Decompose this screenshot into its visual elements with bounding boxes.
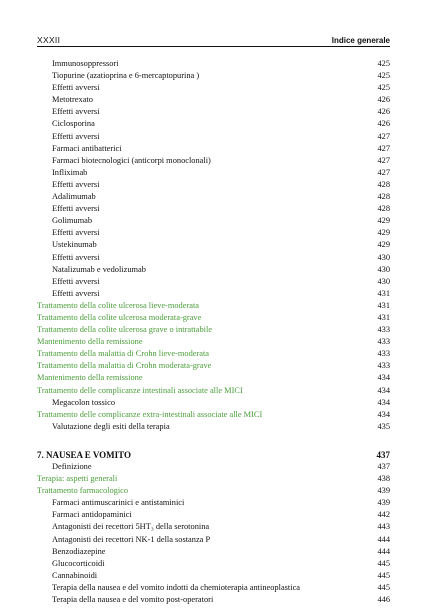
toc-entry[interactable]: [37, 70, 390, 82]
toc-entry-title: Antagonisti dei recettori 5HT₃ della serotonina: [52, 522, 210, 532]
toc-entry-page: 439: [377, 498, 390, 508]
toc-entry[interactable]: [37, 58, 390, 70]
toc-entry[interactable]: [37, 227, 390, 239]
toc-entry-page: 433: [377, 361, 390, 371]
running-title: Indice generale: [331, 36, 390, 45]
toc-entry[interactable]: [37, 497, 390, 509]
toc-entry[interactable]: [37, 179, 390, 191]
toc-section-entry[interactable]: [37, 360, 390, 372]
toc-entry-title: Definizione: [52, 462, 92, 471]
toc-entry[interactable]: [37, 239, 390, 251]
toc-entry-title: Mantenimento della remissione: [37, 337, 143, 347]
toc-entry-page: 425: [377, 83, 390, 93]
toc-section-entry[interactable]: [37, 409, 390, 421]
toc-entry-title: Cannabinoidi: [52, 570, 98, 580]
toc-entry-page: 438: [377, 474, 390, 484]
toc-entry[interactable]: [37, 288, 390, 300]
toc-entry-page: 434: [377, 397, 390, 407]
toc-entry-page: 429: [377, 240, 390, 250]
toc-entry[interactable]: [37, 558, 390, 570]
toc-entry-page: 427: [377, 167, 390, 177]
toc-entry-page: 435: [377, 421, 390, 431]
toc-entry-title: Golimumab: [52, 216, 93, 226]
toc-entry-page: 445: [377, 558, 390, 568]
toc-section-entry[interactable]: [37, 348, 390, 360]
toc-section-entry[interactable]: [37, 324, 390, 336]
toc-entry-title: Farmaci antidopaminici: [52, 510, 132, 520]
toc-entry-page: 426: [377, 95, 390, 105]
toc-entry[interactable]: [37, 215, 390, 227]
toc-entry-title: Farmaci antibatterici: [52, 143, 122, 153]
toc-entry-title: Metotrexato: [52, 95, 93, 105]
toc-entry[interactable]: [37, 82, 390, 94]
toc-entry-page: 433: [377, 337, 390, 347]
toc-entry-page: 428: [377, 204, 390, 214]
toc-entry-page: 445: [377, 570, 390, 580]
toc-entry-title: Terapia della nausea e del vomito post-operatori: [52, 595, 214, 605]
toc-entry-title: Antagonisti dei recettori NK-1 della sostanza P: [52, 534, 211, 544]
table-of-contents: [37, 58, 390, 606]
toc-entry-title: Adalimumab: [52, 192, 96, 202]
toc-entry-title: Glucocorticoidi: [52, 558, 105, 568]
toc-entry-title: Valutazione degli esiti della terapia: [52, 421, 170, 431]
toc-entry-title: Ustekinumab: [52, 240, 97, 250]
toc-entry-page: 431: [377, 288, 390, 298]
toc-entry-title: Effetti avversi: [52, 228, 100, 238]
toc-entry-title: Effetti avversi: [52, 107, 100, 117]
toc-entry-page: 433: [377, 349, 390, 359]
toc-entry[interactable]: [37, 276, 390, 288]
toc-entry-page: 434: [377, 409, 390, 419]
toc-entry-title: Megacolon tossico: [52, 397, 116, 407]
chapter-title: 7. NAUSEA E VOMITO: [37, 449, 132, 460]
toc-entry-title: Farmaci antimuscarinici e antistaminici: [52, 498, 185, 508]
toc-entry-page: 431: [377, 300, 390, 310]
toc-entry[interactable]: [37, 461, 390, 473]
toc-entry-title: Infliximab: [52, 167, 88, 177]
toc-section-entry[interactable]: [37, 312, 390, 324]
toc-section-entry[interactable]: [37, 336, 390, 348]
toc-entry-title: Benzodiazepine: [52, 546, 106, 556]
page-header: [37, 31, 390, 45]
toc-section-entry[interactable]: [37, 385, 390, 397]
toc-entry-page: 446: [377, 595, 390, 605]
toc-entry-page: 434: [377, 373, 390, 383]
toc-entry[interactable]: [37, 509, 390, 521]
toc-entry[interactable]: [37, 397, 390, 409]
toc-entry-title: Effetti avversi: [52, 204, 100, 214]
toc-entry[interactable]: [37, 203, 390, 215]
toc-entry[interactable]: [37, 594, 390, 606]
toc-entry-title: Immunosoppressori: [52, 59, 119, 68]
toc-section-chapter-7: [37, 461, 390, 606]
toc-entry-title: Trattamento della colite ulcerosa lieve-moderata: [37, 300, 200, 310]
toc-entry[interactable]: [37, 143, 390, 155]
toc-entry-title: Trattamento della colite ulcerosa moderata-grave: [37, 312, 202, 322]
toc-entry-page: 426: [377, 119, 390, 129]
toc-entry-page: 427: [377, 143, 390, 153]
toc-entry-page: 430: [377, 276, 390, 286]
toc-entry-title: Effetti avversi: [52, 83, 100, 93]
toc-section-previous: [37, 58, 390, 433]
toc-entry-page: 429: [377, 216, 390, 226]
toc-entry[interactable]: [37, 421, 390, 433]
toc-entry-page: 426: [377, 107, 390, 117]
toc-entry-page: 425: [377, 71, 390, 81]
chapter-page: 437: [376, 449, 390, 460]
toc-entry-title: Ciclosporina: [52, 119, 95, 129]
header-rule: [37, 46, 390, 47]
toc-section-entry[interactable]: [37, 300, 390, 312]
toc-entry-title: Terapia della nausea e del vomito indotti da chemioterapia antineoplastica: [52, 582, 301, 592]
toc-entry-page: 430: [377, 264, 390, 274]
toc-entry-title: Effetti avversi: [52, 276, 100, 286]
toc-entry-title: Trattamento delle complicanze intestinali associate alle MICI: [37, 385, 243, 395]
toc-entry-page: 427: [377, 155, 390, 165]
toc-entry-title: Trattamento della malattia di Crohn moderata-grave: [37, 361, 212, 371]
toc-entry-page: 444: [377, 546, 390, 556]
toc-entry-page: 444: [377, 534, 390, 544]
toc-entry-page: 439: [377, 486, 390, 496]
toc-entry-page: 433: [377, 325, 390, 335]
toc-section-entry[interactable]: [37, 473, 390, 485]
toc-entry[interactable]: [37, 167, 390, 179]
toc-entry-title: Trattamento della colite ulcerosa grave o intrattabile: [37, 325, 213, 335]
toc-entry-title: Trattamento delle complicanze extra-intestinali associate alle MICI: [37, 409, 263, 419]
toc-entry-title: Trattamento della malattia di Crohn lieve-moderata: [37, 349, 210, 359]
toc-entry-title: Terapia: aspetti generali: [37, 474, 118, 484]
toc-entry-title: Farmaci biotecnologici (anticorpi monoclonali): [52, 155, 211, 165]
toc-entry-title: Trattamento farmacologico: [37, 486, 129, 496]
page-number: XXXII: [37, 35, 61, 45]
toc-entry-title: Effetti avversi: [52, 252, 100, 262]
toc-section-entry[interactable]: [37, 485, 390, 497]
toc-entry-title: Natalizumab e vedolizumab: [52, 264, 146, 274]
toc-entry[interactable]: [37, 131, 390, 143]
toc-entry[interactable]: [37, 155, 390, 167]
toc-entry-page: 445: [377, 582, 390, 592]
toc-entry-page: 430: [377, 252, 390, 262]
toc-entry-page: 428: [377, 179, 390, 189]
toc-entry[interactable]: [37, 252, 390, 264]
toc-entry[interactable]: [37, 191, 390, 203]
toc-entry-page: 434: [377, 385, 390, 395]
toc-entry[interactable]: [37, 534, 390, 546]
chapter-heading: [37, 449, 390, 461]
toc-entry-title: Tiopurine (azatioprina e 6-mercaptopurina ): [52, 71, 200, 81]
toc-entry[interactable]: [37, 521, 390, 533]
toc-entry[interactable]: [37, 264, 390, 276]
toc-entry-title: Effetti avversi: [52, 131, 100, 141]
toc-entry-page: 442: [377, 510, 390, 520]
toc-entry[interactable]: [37, 582, 390, 594]
toc-entry-page: 425: [377, 59, 390, 68]
section-gap: [37, 433, 390, 449]
toc-entry[interactable]: [37, 546, 390, 558]
toc-entry-page: 427: [377, 131, 390, 141]
toc-entry-page: 428: [377, 192, 390, 202]
toc-section-entry[interactable]: [37, 372, 390, 384]
toc-entry[interactable]: [37, 94, 390, 106]
toc-entry-page: 437: [377, 462, 390, 471]
toc-entry[interactable]: [37, 118, 390, 130]
toc-entry[interactable]: [37, 106, 390, 118]
toc-entry-title: Effetti avversi: [52, 179, 100, 189]
toc-entry-title: Mantenimento della remissione: [37, 373, 143, 383]
toc-entry-page: 431: [377, 312, 390, 322]
toc-entry-page: 429: [377, 228, 390, 238]
toc-entry-title: Effetti avversi: [52, 288, 100, 298]
toc-entry-page: 443: [377, 522, 390, 532]
toc-entry[interactable]: [37, 570, 390, 582]
